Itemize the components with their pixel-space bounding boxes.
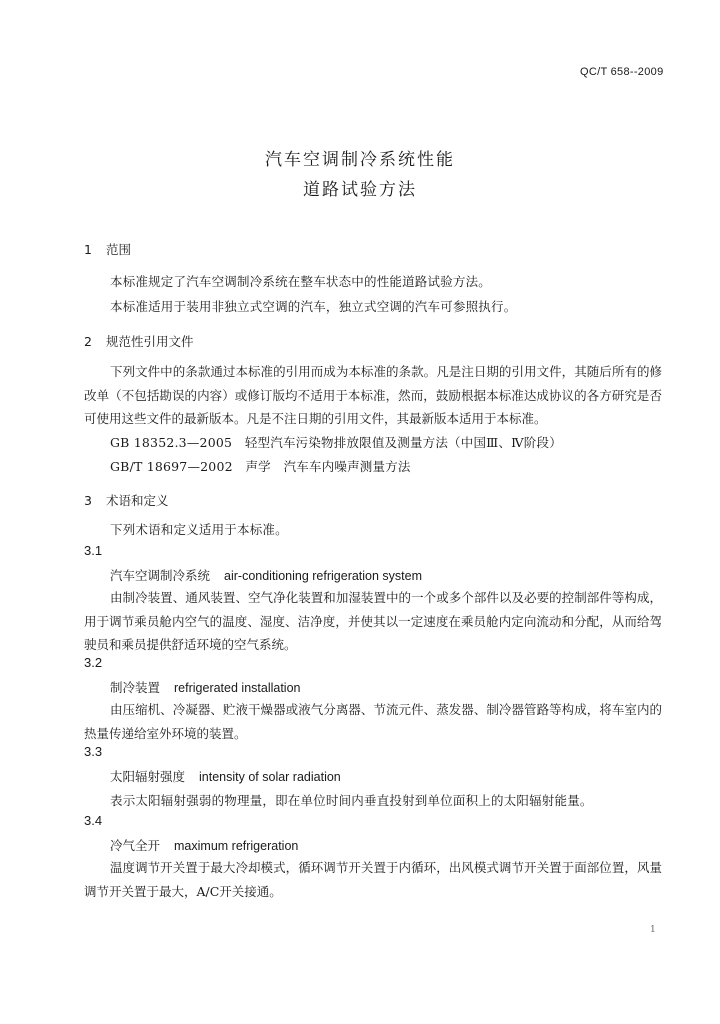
reference-item-2: GB/T 18697—2002 声学 汽车车内噪声测量方法 [110,459,411,474]
section-3-heading [84,491,169,509]
section-number: 2 [84,334,92,349]
term-english: maximum refrigeration [174,839,299,853]
section-title: 规范性引用文件 [106,334,194,349]
term-english: intensity of solar radiation [199,770,341,784]
standard-code: QC/T 658--2009 [580,66,664,78]
term-chinese: 制冷装置 [110,680,161,695]
section-number: 1 [84,242,92,257]
references-paragraph: 下列文件中的条款通过本标准的引用而成为本标准的条款。凡是注日期的引用文件，其随后所有的修改单（不包括勘误的内容）或修订版均不适用于本标准，然而，鼓励根据本标准达成协议的各方研究是否可使用这些文件的最新版本。凡是不注日期的引用文件，其最新版本适用于本标准。 [84,364,662,426]
clause-3-1-number: 3.1 [84,543,103,558]
document-title-line2: 道路试验方法 [303,180,417,200]
document-title-line1: 汽车空调制冷系统性能 [265,150,455,170]
clause-3-3-term [110,767,341,785]
reference-item-1: GB 18352.3—2005 轻型汽车污染物排放限值及测量方法（中国Ⅲ、Ⅳ阶段） [110,435,562,450]
clause-3-4-term [110,836,298,854]
term-chinese: 冷气全开 [110,838,161,853]
section-title: 范围 [106,242,132,257]
definitions-intro: 下列术语和定义适用于本标准。 [110,522,288,537]
scope-paragraph-1: 本标准规定了汽车空调制冷系统在整车状态中的性能道路试验方法。 [110,274,492,289]
page-number: 1 [650,925,656,935]
clause-3-2-term [110,678,300,696]
section-1-heading [84,240,131,258]
clause-3-4-definition: 温度调节开关置于最大冷却模式，循环调节开关置于内循环，出风模式调节开关置于面部位置，风量调节开关置于最大，A/C开关接通。 [84,860,662,899]
clause-3-2-definition: 由压缩机、冷凝器、贮液干燥器或液气分离器、节流元件、蒸发器、制冷器管路等构成，将车室内的热量传递给室外环境的装置。 [84,702,662,741]
term-english: refrigerated installation [174,681,301,695]
clause-3-1-term [110,566,422,584]
term-english: air-conditioning refrigeration system [224,569,423,583]
section-number: 3 [84,493,92,508]
section-2-heading [84,332,194,350]
clause-3-2-number: 3.2 [84,655,103,670]
clause-3-4-number: 3.4 [84,813,103,828]
clause-3-1-definition: 由制冷装置、通风装置、空气净化装置和加湿装置中的一个或多个部件以及必要的控制部件等构成，用于调节乘员舱内空气的温度、湿度、洁净度，并使其以一定速度在乘员舱内定向流动和分配，从而给驾驶员和乘员提供舒适环境的空气系统。 [84,590,662,652]
term-chinese: 太阳辐射强度 [110,769,186,784]
scope-paragraph-2: 本标准适用于装用非独立式空调的汽车，独立式空调的汽车可参照执行。 [110,299,517,314]
clause-3-3-definition: 表示太阳辐射强弱的物理量，即在单位时间内垂直投射到单位面积上的太阳辐射能量。 [110,793,593,808]
term-chinese: 汽车空调制冷系统 [110,568,211,583]
section-title: 术语和定义 [106,493,169,508]
clause-3-3-number: 3.3 [84,744,103,759]
